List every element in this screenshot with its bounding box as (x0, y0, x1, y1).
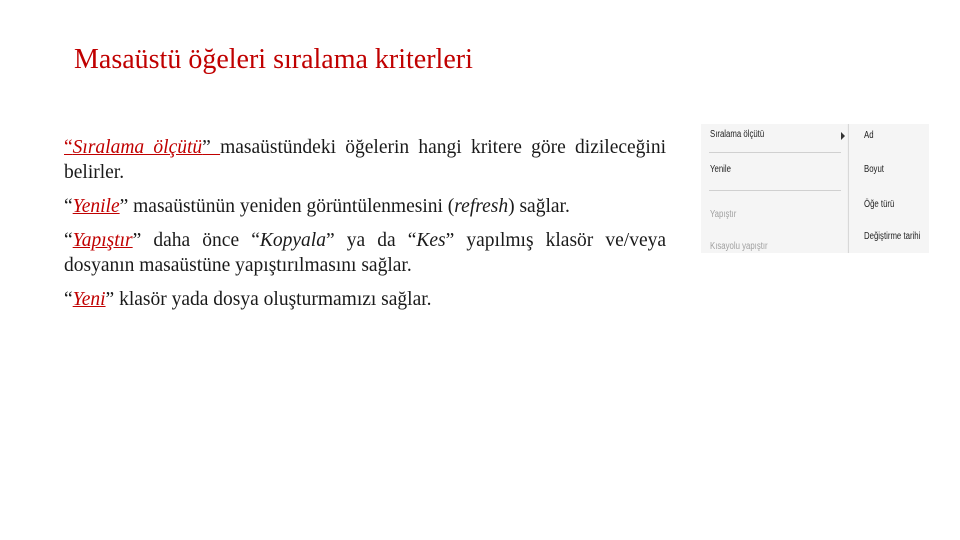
paragraph-sort-by (64, 135, 666, 185)
term-paste: Yapıştır (72, 230, 133, 251)
paragraph-paste (64, 228, 666, 278)
paragraph-text: masaüstündeki öğelerin hangi kritere göre dizileceğini belirler. (64, 137, 666, 183)
sort-submenu (849, 124, 929, 253)
paragraph-text: klasör yada dosya oluşturmamızı sağlar. (114, 289, 432, 310)
quote-open: “ (64, 137, 73, 158)
quote-close: ” (105, 289, 115, 310)
term-copy: Kopyala (259, 230, 326, 251)
submenu-item-date-modified[interactable]: Değiştirme tarihi (864, 231, 921, 242)
menu-separator (709, 190, 841, 191)
paragraph-refresh (64, 194, 666, 219)
submenu-item-name[interactable]: Ad (864, 130, 874, 141)
term-cut: Kes (416, 230, 446, 251)
submenu-item-size[interactable]: Boyut (864, 164, 884, 175)
term-refresh-english: refresh (454, 196, 509, 217)
body-text (64, 135, 666, 321)
paragraph-text: ” yapılmış klasör ve/veya dosyanın masaüstüne yapıştırılmasını sağlar. (64, 230, 667, 276)
term-refresh: Yenile (72, 196, 120, 217)
quote-close: ” (202, 137, 221, 158)
term-new: Yeni (72, 289, 106, 310)
quote-open: “ (64, 289, 73, 310)
quote-open: “ (64, 196, 73, 217)
submenu-item-type[interactable]: Öğe türü (864, 199, 895, 210)
context-menu (701, 124, 847, 253)
quote-close: ” (132, 230, 142, 251)
menu-item-paste[interactable]: Yapıştır (710, 209, 737, 220)
paragraph-text: daha önce “ (141, 230, 260, 251)
menu-item-paste-shortcut[interactable]: Kısayolu yapıştır (710, 241, 768, 252)
term-sort-by: Sıralama ölçütü (72, 137, 203, 158)
menu-item-sort-by[interactable]: Sıralama ölçütü (710, 129, 765, 140)
menu-separator (709, 152, 841, 153)
paragraph-new (64, 287, 666, 312)
quote-open: “ (64, 230, 73, 251)
paragraph-text: ” ya da “ (325, 230, 417, 251)
paragraph-text: masaüstünün yeniden görüntülenmesini ( (128, 196, 455, 217)
quote-close: ” (119, 196, 129, 217)
submenu-arrow-icon (841, 132, 845, 140)
menu-item-refresh[interactable]: Yenile (710, 164, 731, 175)
paragraph-text: ) sağlar. (508, 196, 570, 217)
slide-title: Masaüstü öğeleri sıralama kriterleri (74, 44, 473, 75)
context-menu-screenshot (701, 124, 929, 253)
